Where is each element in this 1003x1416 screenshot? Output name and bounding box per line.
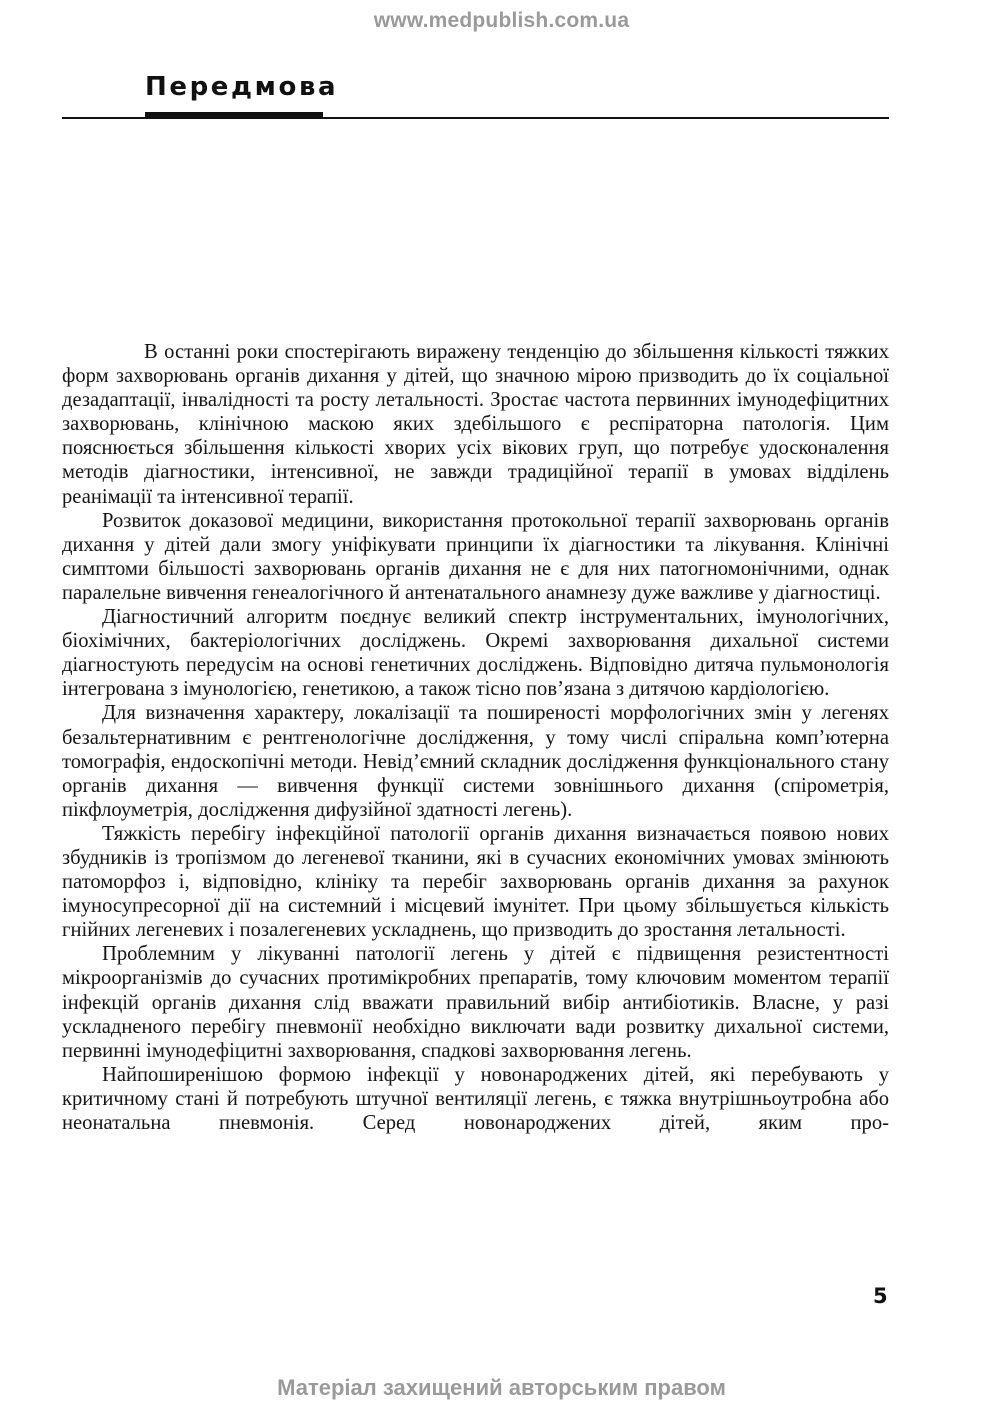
paragraph-7: Найпоширенішою формою інфекції у новонароджених дітей, які перебувають у критичному стані й потребують штучної вентиляції легень, є тяжка внутрішньоутробна або неонатальна пневмонія. Серед новонароджених дітей, яким про- <box>62 1063 889 1134</box>
paragraph-3: Діагностичний алгоритм поєднує великий спектр інструментальних, імунологічних, біохімічних, бактеріологічних досліджень. Окремі захворювання дихальної системи діагностують передусім на основі генетичних досліджень. Відповідно дитяча пульмонологія інтегрована з імунологією, генетикою, а також тісно пов’язана з дитячою кардіологією. <box>62 606 889 701</box>
watermark-site-url: www.medpublish.com.ua <box>373 9 630 32</box>
watermark-copyright: Матеріал захищений авторським правом <box>277 1375 726 1400</box>
chapter-heading: Передмова <box>145 72 339 102</box>
body-text <box>62 340 889 1135</box>
paragraph-5: Тяжкість перебігу інфекційної патології органів дихання визначається появою нових збудників із тропізмом до легеневої тканини, які в сучасних економічних умовах змінюють патоморфоз і, відповідно, клініку та перебіг захворювань органів дихання за рахунок імуносупресорної дії на системний і місцевий імунітет. При цьому збільшується кількість гнійних легеневих і позалегеневих ускладнень, що призводить до зростання летальності. <box>62 822 889 942</box>
paragraph-1: В останні роки спостерігають виражену тенденцію до збільшення кількості тяжких форм захворювань органів дихання у дітей, що значною мірою призводить до їх соціальної дезадаптації, інвалідності та росту летальності. Зростає частота первинних імунодефіцитних захворювань, клінічною маскою яких здебільшого є респіраторна патологія. Цим пояснюється збільшення кількості хворих усіх вікових груп, що потребує удосконалення методів діагностики, інтенсивної, не завжди традиційної терапії в умовах відділень реанімації та інтенсивної терапії. <box>62 341 889 508</box>
heading-rule <box>62 117 889 119</box>
paragraph-2: Розвиток доказової медицини, використання протокольної терапії захворювань органів дихання у дітей дали змогу уніфікувати принципи їх діагностики та лікування. Клінічні симптоми більшості захворювань органів дихання не є для них патогномонічними, однак паралельне вивчення генеалогічного й антенатального анамнезу дуже важливе у діагностиці. <box>62 509 889 604</box>
page-number: 5 <box>873 1284 888 1308</box>
paragraph-6: Проблемним у лікуванні патології легень у дітей є підвищення резистентності мікроорганізмів до сучасних протимікробних препаратів, тому ключовим моментом терапії інфекцій органів дихання слід вважати правильний вибір антибіотиків. Власне, у разі ускладненого перебігу пневмонії необхідно виключати вади розвитку дихальної системи, первинні імунодефіцитні захворювання, спадкові захворювання легень. <box>62 943 889 1062</box>
paragraph-4: Для визначення характеру, локалізації та поширеності морфологічних змін у легенях безальтернативним є рентгенологічне дослідження, у тому числі спіральна комп’ютерна томографія, ендоскопічні методи. Невід’ємний складник дослідження функціонального стану органів дихання — вивчення функції системи зовнішнього дихання (спірометрія, пікфлоуметрія, дослідження дифузійної здатності легень). <box>62 702 889 821</box>
